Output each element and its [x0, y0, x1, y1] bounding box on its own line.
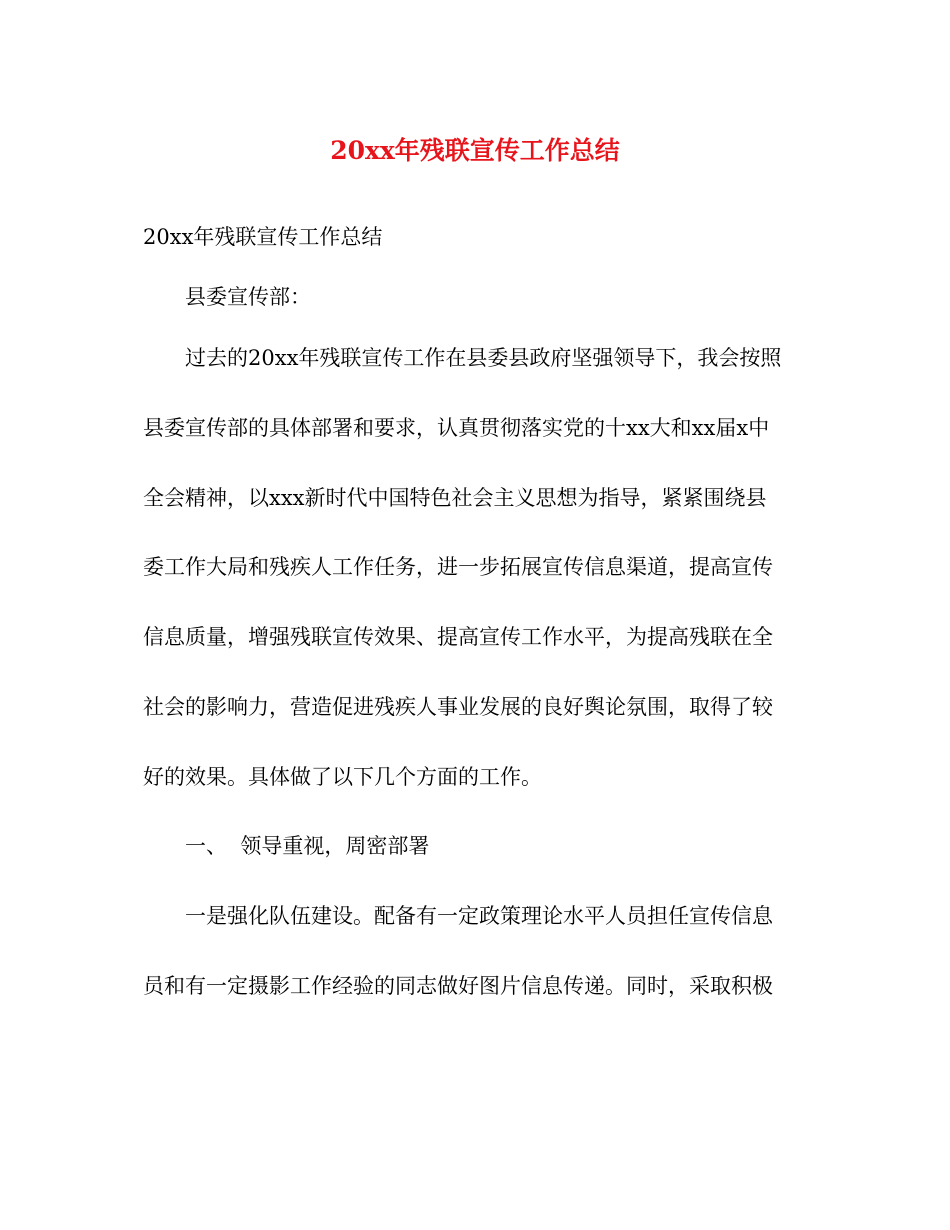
paragraph-line: 好的效果。具体做了以下几个方面的工作。 — [143, 765, 542, 789]
paragraph-line: 委工作大局和残疾人工作任务，进一步拓展宣传信息渠道，提高宣传 — [143, 555, 773, 579]
document-title: 20xx年残联宣传工作总结 — [330, 136, 620, 165]
section-heading: 一、 领导重视，周密部署 — [185, 834, 430, 858]
paragraph-line: 全会精神，以xxx新时代中国特色社会主义思想为指导，紧紧围绕县 — [143, 486, 767, 510]
paragraph-line: 过去的20xx年残联宣传工作在县委县政府坚强领导下，我会按照 — [185, 346, 782, 370]
document-subtitle: 20xx年残联宣传工作总结 — [143, 225, 383, 249]
paragraph-line: 社会的影响力，营造促进残疾人事业发展的良好舆论氛围，取得了较 — [143, 695, 773, 719]
paragraph-line: 信息质量，增强残联宣传效果、提高宣传工作水平，为提高残联在全 — [143, 625, 773, 649]
paragraph-line: 一是强化队伍建设。配备有一定政策理论水平人员担任宣传信息 — [185, 904, 773, 928]
paragraph-line: 员和有一定摄影工作经验的同志做好图片信息传递。同时，采取积极 — [143, 974, 773, 998]
salutation: 县委宣传部： — [185, 285, 311, 309]
paragraph-line: 县委宣传部的具体部署和要求，认真贯彻落实党的十xx大和xx届x中 — [143, 416, 770, 440]
